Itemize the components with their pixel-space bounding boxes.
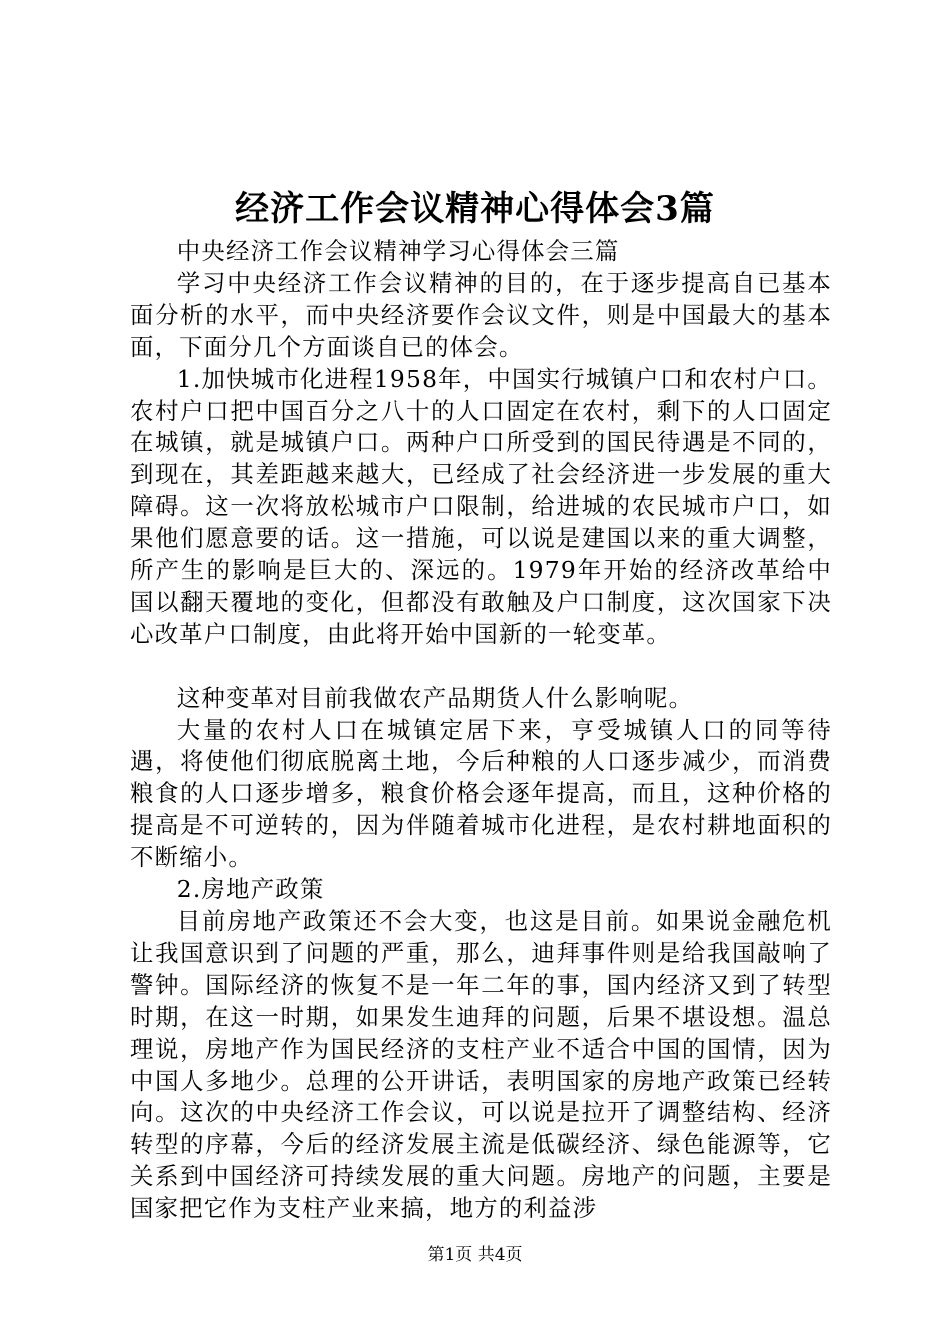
- paragraph-intro: 学习中央经济工作会议精神的目的，在于逐步提高自已基本面分析的水平，而中央经济要作会议文件，则是中国最大的基本面，下面分几个方面谈自已的体会。: [130, 268, 832, 361]
- document-title: 经济工作会议精神心得体会3篇: [235, 189, 715, 229]
- document-body: [130, 236, 832, 1225]
- paragraph-grain-impact: 大量的农村人口在城镇定居下来，亨受城镇人口的同等待遇，将使他们彻底脱离土地，今后种粮的人口逐步减少，而消费粮食的人口逐步增多，粮食价格会逐年提高，而且，这种价格的提高是不可逆转的，因为伴随着城市化进程，是农村耕地面积的不断缩小。: [130, 715, 832, 872]
- paragraph-real-estate: 目前房地产政策还不会大变，也这是目前。如果说金融危机让我国意识到了问题的严重，那么，迪拜事件则是给我国敲响了警钟。国际经济的恢复不是一年二年的事，国内经济又到了转型时期，在这一时期，如果发生迪拜的问题，后果不堪设想。温总理说，房地产作为国民经济的支柱产业不适合中国的国情，因为中国人多地少。总理的公开讲话，表明国家的房地产政策已经转向。这次的中央经济工作会议，可以说是拉开了调整结构、经济转型的序幕，今后的经济发展主流是低碳经济、绿色能源等，它关系到中国经济可持续发展的重大问题。房地产的问题，主要是国家把它作为支柱产业来搞，地方的利益涉: [130, 907, 832, 1223]
- paragraph-question: 这种变革对目前我做农产品期货人什么影响呢。: [176, 683, 694, 712]
- page-number: 第1页 共4页: [427, 1245, 523, 1265]
- paragraph-subtitle: 中央经济工作会议精神学习心得体会三篇: [176, 237, 620, 265]
- paragraph-heading-real-estate: 2.房地产政策: [176, 875, 325, 904]
- paragraph-urbanization: 1.加快城市化进程1958年，中国实行城镇户口和农村户口。农村户口把中国百分之八十的人口固定在农村，剩下的人口固定在城镇，就是城镇户口。两种户口所受到的国民待遇是不同的，到现在，其差距越来越大，已经成了社会经济进一步发展的重大障碍。这一次将放松城市户口限制，给进城的农民城市户口，如果他们愿意要的话。这一措施，可以说是建国以来的重大调整，所产生的影响是巨大的、深远的。1979年开始的经济改革给中国以翻天覆地的变化，但都没有敢触及户口制度，这次国家下决心改革户口制度，由此将开始中国新的一轮变革。: [130, 364, 832, 648]
